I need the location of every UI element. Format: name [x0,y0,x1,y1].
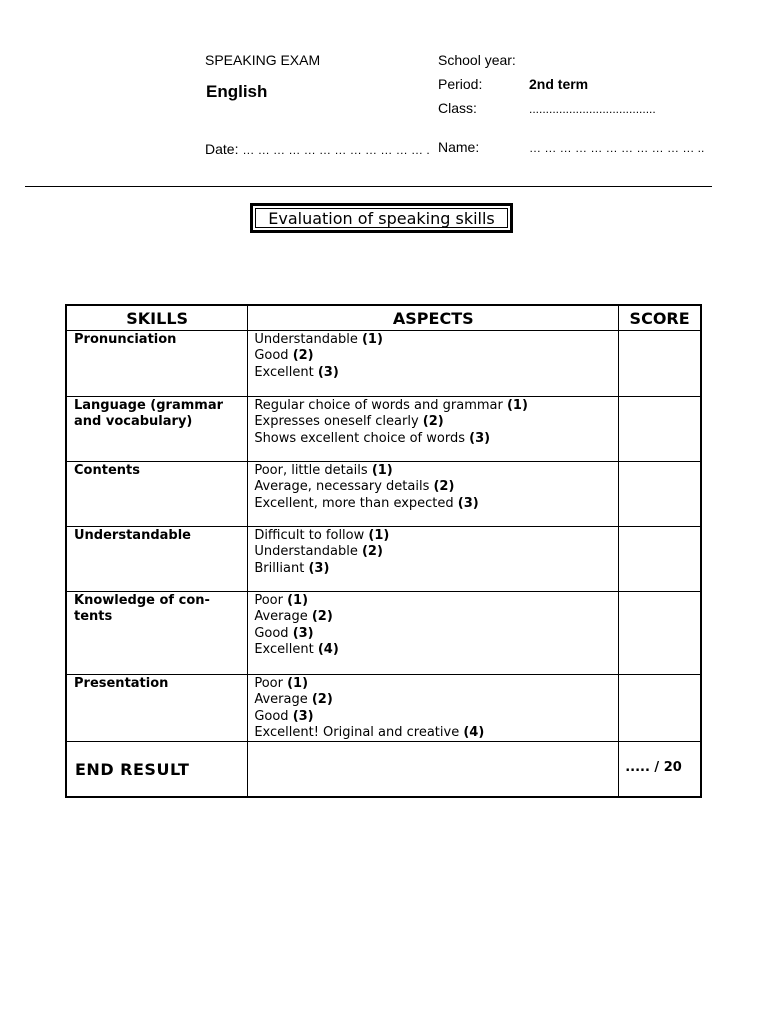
aspect-points: (2) [433,479,455,495]
skill-cell: Pronunciation [66,331,248,397]
aspect-line [254,642,618,658]
aspect-text: Good [254,348,293,364]
aspect-line [254,348,618,364]
page-title: Evaluation of speaking skills [255,208,508,228]
header-divider [25,186,712,187]
table-row [66,592,701,675]
aspect-points: (3) [292,625,314,641]
aspect-line [254,593,618,609]
aspect-line [254,398,618,414]
table-row [66,675,701,742]
aspect-points: (4) [317,641,339,657]
aspect-points: (3) [308,560,330,576]
rubric-table [65,304,702,798]
aspect-points: (1) [371,463,393,478]
table-row [66,397,701,462]
aspect-text: Average [254,609,312,625]
aspect-text: Excellent! Original and creative [254,724,464,740]
aspect-points: (1) [361,332,383,347]
aspect-line [254,528,618,544]
name-blank: … … … … … … … … … … … .. [529,141,705,155]
aspect-points: (4) [463,724,485,740]
aspect-points: (2) [292,348,314,364]
score-cell[interactable] [619,397,701,462]
aspect-text: Poor [254,676,288,691]
aspect-points: (2) [311,692,333,708]
header-aspects: ASPECTS [248,305,619,331]
aspects-cell [248,331,619,397]
skill-cell: Understandable [66,527,248,592]
subject-label: English [206,82,268,101]
aspects-cell [248,397,619,462]
aspect-line [254,544,618,560]
end-result-score: ..... / 20 [619,742,701,797]
date-field [205,141,430,157]
aspect-text: Excellent, more than expected [254,495,458,511]
aspect-line [254,431,618,447]
aspect-points: (1) [506,398,528,413]
aspect-text: Understandable [254,332,362,347]
score-cell[interactable] [619,675,701,742]
aspect-text: Average [254,692,312,708]
aspect-line [254,609,618,625]
aspects-cell [248,592,619,675]
table-row [66,527,701,592]
exam-title: SPEAKING EXAM [205,52,321,68]
date-label: Date: [205,141,239,157]
aspect-line [254,725,618,741]
aspects-cell [248,462,619,527]
period-label: Period: [438,76,483,92]
aspect-text: Regular choice of words and grammar [254,398,507,413]
score-cell[interactable] [619,462,701,527]
aspect-text: Excellent [254,364,318,380]
skill-cell: Contents [66,462,248,527]
title-box [250,203,513,233]
table-header-row [66,305,701,331]
aspect-line [254,479,618,495]
aspect-text: Average, necessary details [254,479,434,495]
aspect-line [254,692,618,708]
skill-cell: Presentation [66,675,248,742]
period-value: 2nd term [529,76,589,92]
end-result-aspect-cell [248,742,619,797]
aspect-text: Poor [254,593,288,608]
aspect-line [254,332,618,348]
skill-cell: Language (grammar and vocabulary) [66,397,248,462]
aspect-points: (3) [469,430,491,446]
score-cell[interactable] [619,527,701,592]
name-label: Name: [438,139,480,155]
aspect-line [254,561,618,577]
aspect-line [254,496,618,512]
aspect-points: (2) [361,544,383,560]
end-result-row [66,742,701,797]
aspect-text: Shows excellent choice of words [254,430,470,446]
aspect-line [254,414,618,430]
aspect-points: (3) [317,364,339,380]
aspect-points: (2) [311,609,333,625]
school-year-label: School year: [438,52,516,68]
end-result-label: END RESULT [66,742,248,797]
aspect-line [254,463,618,479]
header-skills: SKILLS [66,305,248,331]
aspect-line [254,676,618,692]
aspects-cell [248,675,619,742]
aspect-text: Poor, little details [254,463,372,478]
aspect-text: Understandable [254,544,362,560]
aspect-line [254,626,618,642]
aspect-text: Expresses oneself clearly [254,414,423,430]
aspect-text: Good [254,708,293,724]
header-score: SCORE [619,305,701,331]
aspect-points: (3) [457,495,479,511]
class-blank: ...................................... [529,102,656,116]
aspect-points: (2) [422,414,444,430]
aspect-text: Excellent [254,641,318,657]
aspect-line [254,365,618,381]
aspect-text: Brilliant [254,560,309,576]
score-cell[interactable] [619,331,701,397]
date-blank: … … … … … … … … … … … … . [242,143,430,157]
table-row [66,462,701,527]
table-row [66,331,701,397]
score-cell[interactable] [619,592,701,675]
aspect-line [254,709,618,725]
aspect-points: (3) [292,708,314,724]
aspect-points: (1) [287,593,309,608]
aspects-cell [248,527,619,592]
aspect-text: Difficult to follow [254,528,369,543]
aspect-text: Good [254,625,293,641]
skill-cell: Knowledge of con- tents [66,592,248,675]
aspect-points: (1) [287,676,309,691]
aspect-points: (1) [368,528,390,543]
class-label: Class: [438,100,477,116]
